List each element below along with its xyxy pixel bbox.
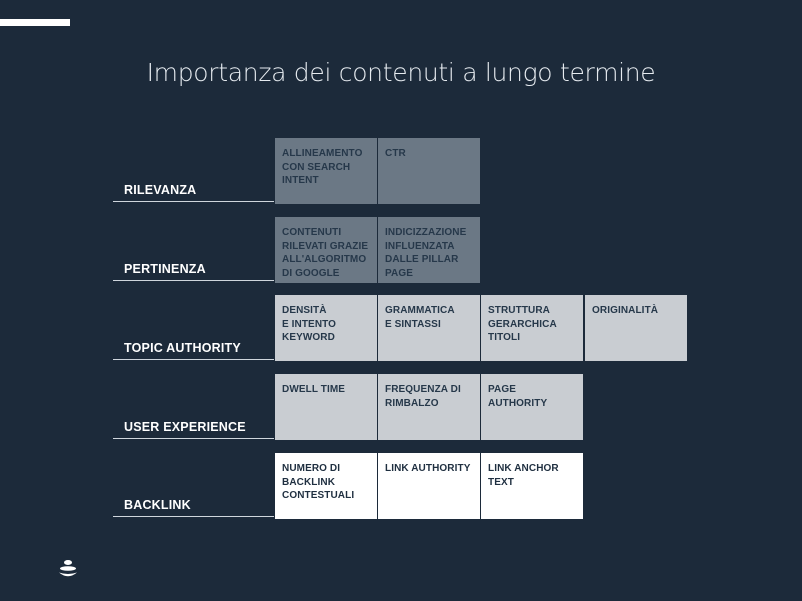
cell-frequenza: FREQUENZA DI RIMBALZO	[378, 374, 480, 440]
row-label-rilevanza: RILEVANZA	[113, 183, 274, 202]
cell-ctr: CTR	[378, 138, 480, 204]
cell-struttura: STRUTTURA GERARCHICA TITOLI	[481, 295, 583, 361]
cell-originalita: ORIGINALITÀ	[585, 295, 687, 361]
cell-indicizzazione: INDICIZZAZIONE INFLUENZATA DALLE PILLAR PAGE	[378, 217, 480, 283]
cell-link-anchor: LINK ANCHOR TEXT	[481, 453, 583, 519]
row-label-pertinenza: PERTINENZA	[113, 262, 274, 281]
top-accent-bar	[0, 19, 70, 26]
row-label-user-experience: USER EXPERIENCE	[113, 420, 274, 439]
row-label-backlink: BACKLINK	[113, 498, 274, 517]
cell-link-authority: LINK AUTHORITY	[378, 453, 480, 519]
page-title: Importanza dei contenuti a lungo termine	[146, 58, 656, 87]
cell-dwell-time: DWELL TIME	[275, 374, 377, 440]
row-label-topic-authority: TOPIC AUTHORITY	[113, 341, 274, 360]
cell-page-authority: PAGE AUTHORITY	[481, 374, 583, 440]
stacked-stones-icon	[57, 559, 79, 579]
cell-grammatica: GRAMMATICA E SINTASSI	[378, 295, 480, 361]
cell-numero-backlink: NUMERO DI BACKLINK CONTESTUALI	[275, 453, 377, 519]
cell-allineamento: ALLINEAMENTO CON SEARCH INTENT	[275, 138, 377, 204]
cell-densita: DENSITÀ E INTENTO KEYWORD	[275, 295, 377, 361]
cell-contenuti-rilevati: CONTENUTI RILEVATI GRAZIE ALL'ALGORITMO DI GOOGLE	[275, 217, 377, 283]
